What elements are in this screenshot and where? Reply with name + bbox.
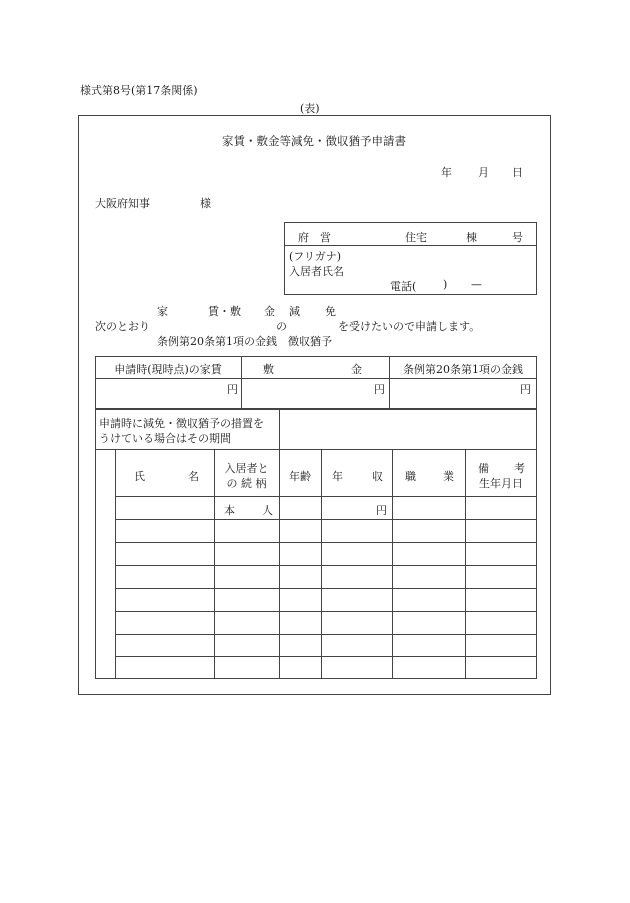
amounts-header-deposit: 敷 金 (263, 363, 362, 376)
request-line-start: 次のとおり (95, 320, 150, 333)
members-header-job-1: 職 (405, 470, 416, 483)
request-word-5: 免 (325, 305, 336, 318)
addressee-honorific: 様 (200, 197, 211, 210)
period-bottom-line (95, 449, 537, 450)
members-col-3 (321, 449, 322, 679)
request-particle: の (276, 320, 287, 333)
applicant-furigana: (フリガナ) (289, 250, 342, 263)
request-bottom-1: 条例第20条第1項の金銭 (157, 335, 277, 348)
period-label-1: 申請時に減免・徴収猶予の措置を (99, 417, 264, 430)
date-day: 日 (512, 166, 523, 179)
request-word-2: 賃・敷 (208, 305, 241, 318)
members-row-line (115, 565, 537, 566)
request-line-end: を受けたいので申請します。 (338, 320, 481, 333)
applicant-phone-close: ) (443, 278, 448, 291)
amounts-unit-deposit: 円 (374, 383, 385, 396)
members-row-line (115, 656, 537, 657)
applicant-housing: 住宅 (405, 231, 427, 244)
form-title: 家賃・敷金等減免・徴収猶予申請書 (222, 134, 406, 148)
members-header-note-2: 考 (514, 462, 525, 475)
amounts-unit-rent: 円 (227, 383, 238, 396)
members-header-income-1: 年 (332, 470, 343, 483)
members-header-name-1: 氏 (134, 470, 145, 483)
amounts-col-divider-1 (241, 356, 242, 409)
members-col-4 (392, 449, 393, 679)
applicant-phone-dash: — (471, 278, 482, 291)
amounts-unit-money: 円 (520, 383, 531, 396)
members-row-line (115, 519, 537, 520)
amounts-row-divider (95, 378, 537, 379)
period-divider (279, 409, 280, 449)
applicant-divider (284, 245, 537, 246)
applicant-number: 号 (512, 231, 523, 244)
request-word-3: 金 (264, 305, 275, 318)
side-label: (表) (300, 102, 320, 115)
members-row-line (115, 634, 537, 635)
members-header-relation-2: の 続 柄 (226, 477, 267, 490)
members-row-line (115, 588, 537, 589)
applicant-pref: 府 営 (298, 231, 331, 244)
date-month: 月 (478, 166, 489, 179)
members-header-age: 年齢 (289, 470, 311, 483)
first-row-relation-2: 人 (262, 504, 273, 517)
applicant-phone-label: 電話( (390, 280, 417, 293)
date-year: 年 (441, 166, 452, 179)
applicant-resident-name: 入居者氏名 (289, 265, 344, 278)
request-word-1: 家 (157, 305, 168, 318)
members-row-line (115, 611, 537, 612)
members-row-line (115, 542, 537, 543)
request-word-4: 減 (289, 305, 300, 318)
members-header-job-2: 業 (443, 470, 454, 483)
members-header-name-2: 名 (188, 470, 199, 483)
amounts-header-money: 条例第20条第1項の金銭 (403, 363, 523, 376)
members-margin-col (115, 449, 116, 679)
first-row-income-unit: 円 (376, 504, 387, 517)
members-header-birthdate: 生年月日 (479, 477, 523, 490)
period-label-2: うけている場合はその期間 (99, 432, 231, 445)
form-number: 様式第8号(第17条関係) (80, 84, 198, 97)
request-bottom-2: 徴収猶予 (288, 335, 332, 348)
members-header-income-2: 収 (372, 470, 383, 483)
addressee-name: 大阪府知事 (95, 197, 150, 210)
amounts-header-rent: 申請時(現時点)の家賃 (114, 363, 222, 376)
members-header-relation-1: 入居者と (224, 462, 269, 475)
applicant-building: 棟 (466, 231, 477, 244)
first-row-relation-1: 本 (224, 504, 235, 517)
members-header-note-1: 備 (478, 462, 489, 475)
members-row-line (115, 496, 537, 497)
